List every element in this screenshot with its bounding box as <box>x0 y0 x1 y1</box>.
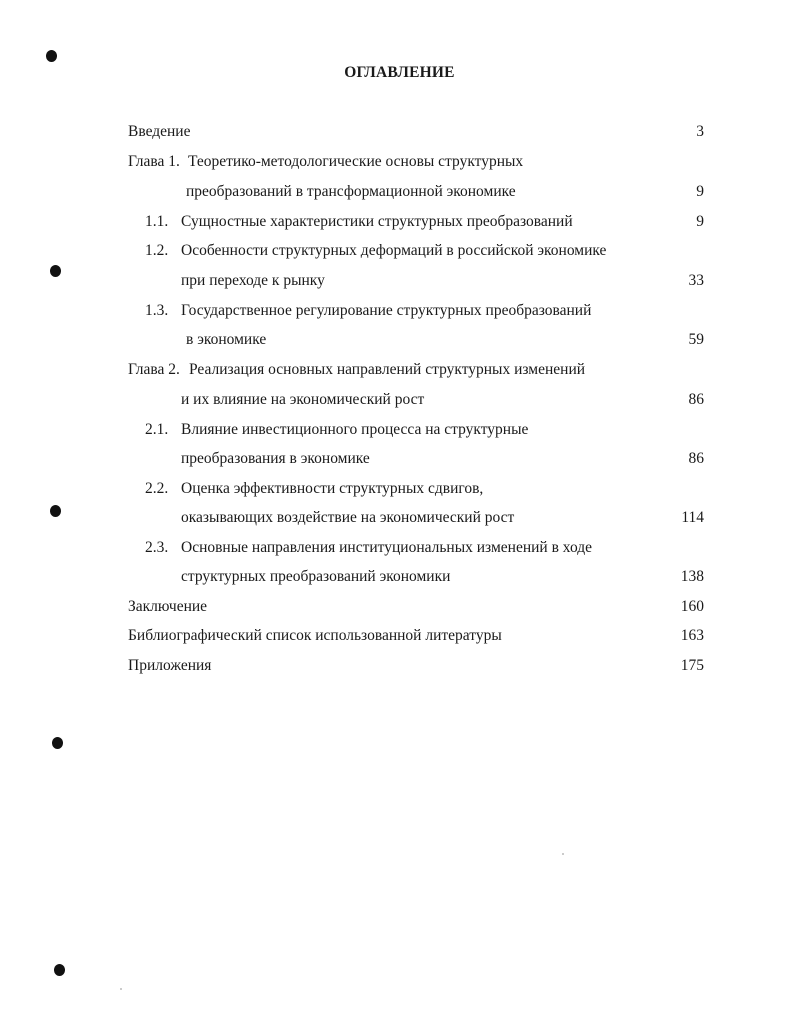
toc-page-number: 86 <box>688 391 704 408</box>
toc-chapter-number: Глава 2. <box>128 361 180 378</box>
toc-page-number: 138 <box>680 568 704 585</box>
toc-entry-2-3-cont <box>0 566 799 588</box>
toc-section-number: 2.1. <box>145 421 169 438</box>
toc-entry-chapter-1 <box>0 151 799 173</box>
toc-section-number: 1.2. <box>145 242 169 259</box>
toc-section-number: 1.3. <box>145 302 169 319</box>
toc-entry-2-2-cont <box>0 507 799 529</box>
toc-entry-title: Влияние инвестиционного процесса на структурные <box>181 421 529 438</box>
toc-entry-title: Библиографический список использованной литературы <box>128 627 502 644</box>
binder-hole <box>46 50 57 62</box>
toc-entry-title-cont: в экономике <box>186 331 267 348</box>
toc-entry-title: Заключение <box>128 598 208 615</box>
toc-entry-1-3-cont <box>0 329 799 351</box>
toc-entry-1-1 <box>0 211 799 233</box>
toc-entry-title-cont: оказывающих воздействие на экономический рост <box>181 509 515 526</box>
toc-entry-title-cont: при переходе к рынку <box>181 272 325 289</box>
toc-entry-title-cont: преобразования в экономике <box>181 450 370 467</box>
binder-hole <box>52 737 63 749</box>
toc-entry-2-1-cont <box>0 448 799 470</box>
page-title: ОГЛАВЛЕНИЕ <box>344 64 455 81</box>
toc-entry-title: Особенности структурных деформаций в российской экономике <box>181 242 607 259</box>
toc-page-number: 59 <box>688 331 704 348</box>
toc-entry-title: Введение <box>128 123 191 140</box>
toc-page-number: 3 <box>696 123 704 140</box>
toc-entry-title: Теоретико-методологические основы структурных <box>188 153 524 170</box>
toc-entry-title-cont: и их влияние на экономический рост <box>181 391 425 408</box>
toc-page-number: 9 <box>696 213 704 230</box>
toc-page-number: 163 <box>680 627 704 644</box>
toc-section-number: 1.1. <box>145 213 169 230</box>
toc-entry-chapter-2-cont <box>0 389 799 411</box>
toc-entry-title: Оценка эффективности структурных сдвигов, <box>181 480 484 497</box>
scan-speck <box>120 988 122 990</box>
toc-entry-2-1 <box>0 419 799 441</box>
toc-entry-1-2-cont <box>0 270 799 292</box>
toc-entry-chapter-2 <box>0 359 799 381</box>
toc-entry-2-3 <box>0 537 799 559</box>
toc-chapter-number: Глава 1. <box>128 153 180 170</box>
toc-entry-title-cont: преобразований в трансформационной экономике <box>186 183 516 200</box>
toc-entry-title: Приложения <box>128 657 212 674</box>
toc-page-number: 114 <box>681 509 704 526</box>
toc-page-number: 9 <box>696 183 704 200</box>
toc-entry-bibliography <box>0 625 799 647</box>
toc-entry-intro <box>0 121 799 143</box>
toc-entry-title: Реализация основных направлений структурных изменений <box>189 361 586 378</box>
toc-entry-title-cont: структурных преобразований экономики <box>181 568 451 585</box>
toc-page-number: 160 <box>680 598 704 615</box>
toc-entry-title: Государственное регулирование структурных преобразований <box>181 302 592 319</box>
toc-section-number: 2.2. <box>145 480 169 497</box>
binder-hole <box>54 964 65 976</box>
toc-page-number: 86 <box>688 450 704 467</box>
toc-entry-title: Сущностные характеристики структурных преобразований <box>181 213 573 230</box>
scan-speck <box>562 853 564 855</box>
toc-entry-appendix <box>0 655 799 677</box>
toc-entry-title: Основные направления институциональных изменений в ходе <box>181 539 593 556</box>
toc-entry-2-2 <box>0 478 799 500</box>
toc-section-number: 2.3. <box>145 539 169 556</box>
toc-entry-1-2 <box>0 240 799 262</box>
toc-page-number: 33 <box>688 272 704 289</box>
toc-entry-conclusion <box>0 596 799 618</box>
toc-entry-chapter-1-cont <box>0 181 799 203</box>
toc-page-number: 175 <box>680 657 704 674</box>
toc-entry-1-3 <box>0 300 799 322</box>
